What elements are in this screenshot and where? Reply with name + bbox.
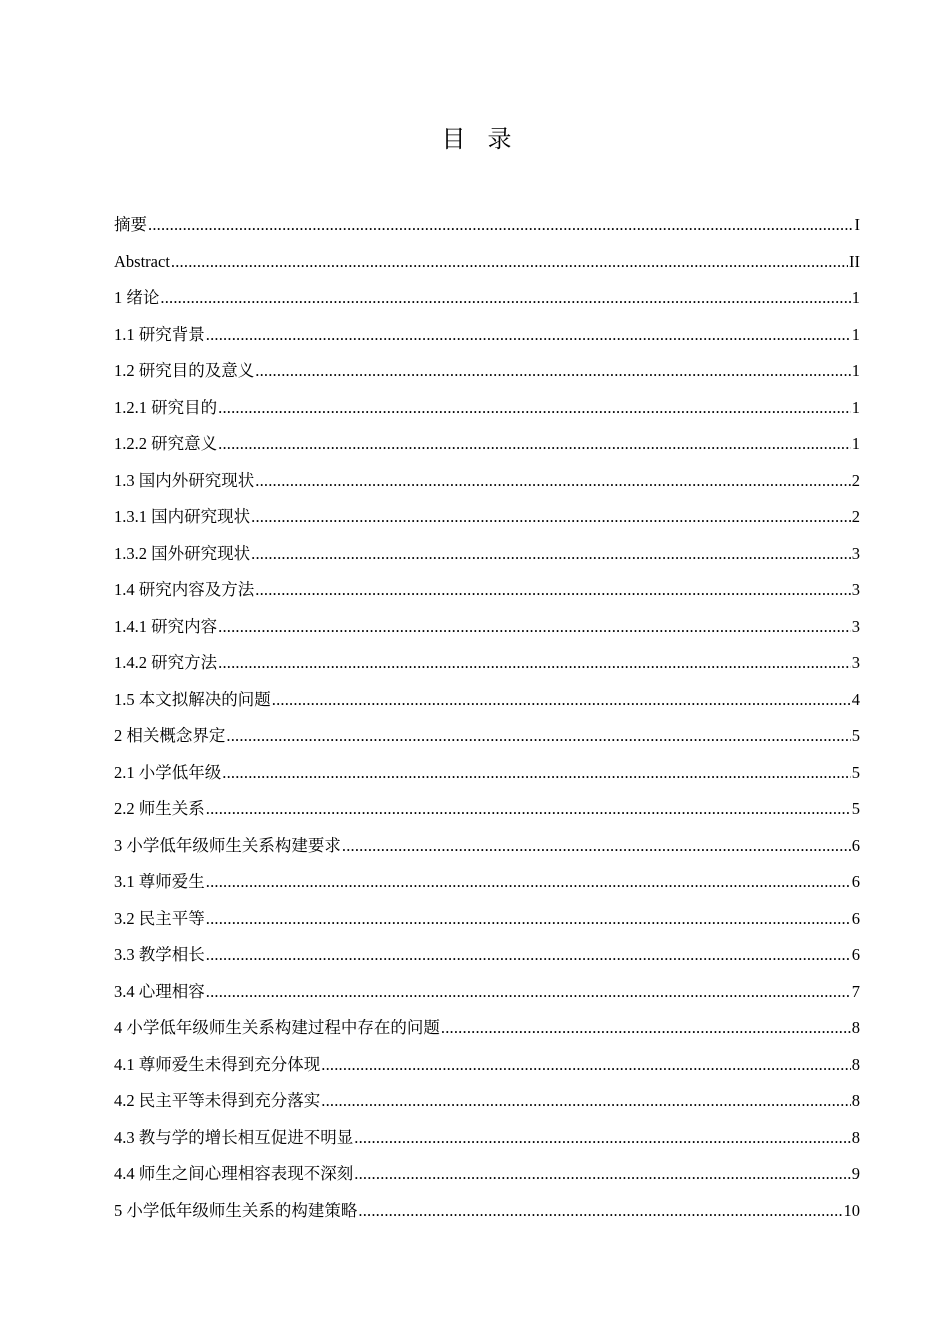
toc-entry[interactable]: [114, 353, 860, 390]
toc-entry-page-number: II: [849, 251, 860, 271]
toc-dot-leader: [255, 353, 851, 390]
toc-entry[interactable]: [114, 1120, 860, 1157]
toc-entry[interactable]: [114, 426, 860, 463]
table-of-contents: [114, 207, 860, 1229]
toc-dot-leader: [206, 791, 851, 828]
toc-entry[interactable]: [114, 463, 860, 500]
toc-entry[interactable]: [114, 390, 860, 427]
toc-entry-page-number: 6: [851, 908, 860, 928]
toc-entry-label: 1.2.2 研究意义: [114, 434, 218, 453]
toc-entry-label: 1 绪论: [114, 288, 160, 307]
toc-entry-page-number: 8: [851, 1018, 860, 1037]
toc-dot-leader: [354, 1120, 851, 1157]
toc-entry[interactable]: [114, 791, 860, 828]
toc-entry-label: 1.4.1 研究内容: [114, 616, 218, 636]
toc-entry[interactable]: [114, 1047, 860, 1084]
toc-entry-label: 1.1 研究背景: [114, 324, 205, 344]
toc-dot-leader: [251, 536, 851, 573]
toc-entry-page-number: 7: [851, 981, 860, 1001]
toc-entry[interactable]: [114, 1010, 860, 1047]
toc-dot-leader: [255, 463, 851, 500]
toc-entry-page-number: 3: [851, 543, 860, 563]
toc-entry-page-number: 10: [843, 1200, 860, 1220]
toc-entry[interactable]: [114, 1083, 860, 1120]
toc-entry-label: Abstract: [114, 251, 170, 271]
toc-entry-page-number: 5: [851, 799, 860, 818]
toc-dot-leader: [255, 572, 851, 609]
toc-entry-label: 1.3 国内外研究现状: [114, 470, 255, 490]
toc-entry[interactable]: [114, 609, 860, 646]
toc-entry-label: 4.3 教与学的增长相互促进不明显: [114, 1127, 354, 1147]
toc-entry-page-number: 8: [851, 1127, 860, 1147]
toc-entry-page-number: 6: [851, 835, 860, 855]
toc-entry-label: 1.2 研究目的及意义: [114, 361, 255, 380]
toc-entry-label: 摘要: [114, 215, 147, 234]
toc-entry[interactable]: [114, 974, 860, 1011]
toc-dot-leader: [218, 390, 851, 427]
toc-entry-page-number: 6: [851, 945, 860, 964]
toc-entry[interactable]: [114, 937, 860, 974]
toc-dot-leader: [148, 207, 854, 244]
toc-entry[interactable]: [114, 718, 860, 755]
toc-entry-page-number: 6: [851, 872, 860, 891]
toc-entry-page-number: 8: [851, 1091, 860, 1110]
toc-entry-page-number: 3: [851, 580, 860, 599]
toc-dot-leader: [251, 499, 851, 536]
toc-entry-page-number: 9: [851, 1164, 860, 1183]
toc-dot-leader: [358, 1193, 842, 1230]
toc-entry-label: 1.3.1 国内研究现状: [114, 507, 251, 526]
toc-entry[interactable]: [114, 244, 860, 281]
toc-entry[interactable]: [114, 645, 860, 682]
toc-entry-label: 1.4 研究内容及方法: [114, 580, 255, 599]
toc-dot-leader: [218, 609, 851, 646]
toc-entry-label: 4.2 民主平等未得到充分落实: [114, 1091, 321, 1110]
toc-entry-page-number: I: [854, 215, 860, 234]
toc-entry-label: 1.5 本文拟解决的问题: [114, 689, 271, 709]
toc-entry-label: 4.4 师生之间心理相容表现不深刻: [114, 1164, 354, 1183]
toc-entry-label: 3 小学低年级师生关系构建要求: [114, 835, 341, 855]
toc-entry-page-number: 1: [851, 361, 860, 380]
toc-entry-page-number: 4: [851, 689, 860, 709]
toc-dot-leader: [321, 1083, 851, 1120]
toc-entry-page-number: 3: [851, 616, 860, 636]
toc-entry-label: 1.2.1 研究目的: [114, 397, 218, 417]
toc-entry-label: 4 小学低年级师生关系构建过程中存在的问题: [114, 1018, 440, 1037]
toc-dot-leader: [206, 317, 851, 354]
toc-entry-page-number: 5: [851, 762, 860, 782]
toc-entry-page-number: 2: [851, 507, 860, 526]
toc-dot-leader: [222, 755, 851, 792]
toc-entry[interactable]: [114, 755, 860, 792]
toc-dot-leader: [218, 426, 851, 463]
toc-entry[interactable]: [114, 828, 860, 865]
toc-entry-label: 1.3.2 国外研究现状: [114, 543, 251, 563]
toc-entry[interactable]: [114, 536, 860, 573]
toc-dot-leader: [342, 828, 851, 865]
toc-dot-leader: [321, 1047, 851, 1084]
toc-entry-label: 3.1 尊师爱生: [114, 872, 205, 891]
toc-entry-page-number: 1: [851, 397, 860, 417]
toc-entry-page-number: 2: [851, 470, 860, 490]
toc-entry[interactable]: [114, 864, 860, 901]
toc-entry-label: 2.2 师生关系: [114, 799, 205, 818]
toc-dot-leader: [171, 244, 848, 281]
toc-dot-leader: [354, 1156, 851, 1193]
toc-dot-leader: [206, 937, 851, 974]
toc-entry-label: 3.4 心理相容: [114, 981, 205, 1001]
toc-dot-leader: [226, 718, 850, 755]
toc-entry-page-number: 3: [851, 653, 860, 672]
toc-dot-leader: [206, 901, 851, 938]
toc-entry[interactable]: [114, 499, 860, 536]
toc-title: 目录: [441, 125, 534, 153]
toc-entry-label: 2 相关概念界定: [114, 726, 226, 745]
toc-dot-leader: [218, 645, 851, 682]
toc-entry-label: 5 小学低年级师生关系的构建策略: [114, 1200, 358, 1220]
toc-dot-leader: [272, 682, 851, 719]
toc-entry[interactable]: [114, 317, 860, 354]
toc-entry-label: 1.4.2 研究方法: [114, 653, 218, 672]
toc-dot-leader: [160, 280, 850, 317]
toc-dot-leader: [441, 1010, 851, 1047]
toc-entry-page-number: 8: [851, 1054, 860, 1074]
toc-entry[interactable]: [114, 682, 860, 719]
toc-entry[interactable]: [114, 572, 860, 609]
toc-entry-page-number: 1: [851, 324, 860, 344]
toc-entry-label: 4.1 尊师爱生未得到充分体现: [114, 1054, 321, 1074]
toc-entry[interactable]: [114, 1156, 860, 1193]
toc-entry[interactable]: [114, 280, 860, 317]
toc-entry[interactable]: [114, 901, 860, 938]
toc-dot-leader: [206, 864, 851, 901]
toc-entry[interactable]: [114, 1193, 860, 1230]
toc-entry[interactable]: [114, 207, 860, 244]
toc-dot-leader: [206, 974, 851, 1011]
toc-entry-page-number: 5: [851, 726, 860, 745]
toc-entry-page-number: 1: [851, 288, 860, 307]
toc-entry-page-number: 1: [851, 434, 860, 453]
toc-entry-label: 3.2 民主平等: [114, 908, 205, 928]
toc-entry-label: 3.3 教学相长: [114, 945, 205, 964]
toc-entry-label: 2.1 小学低年级: [114, 762, 222, 782]
